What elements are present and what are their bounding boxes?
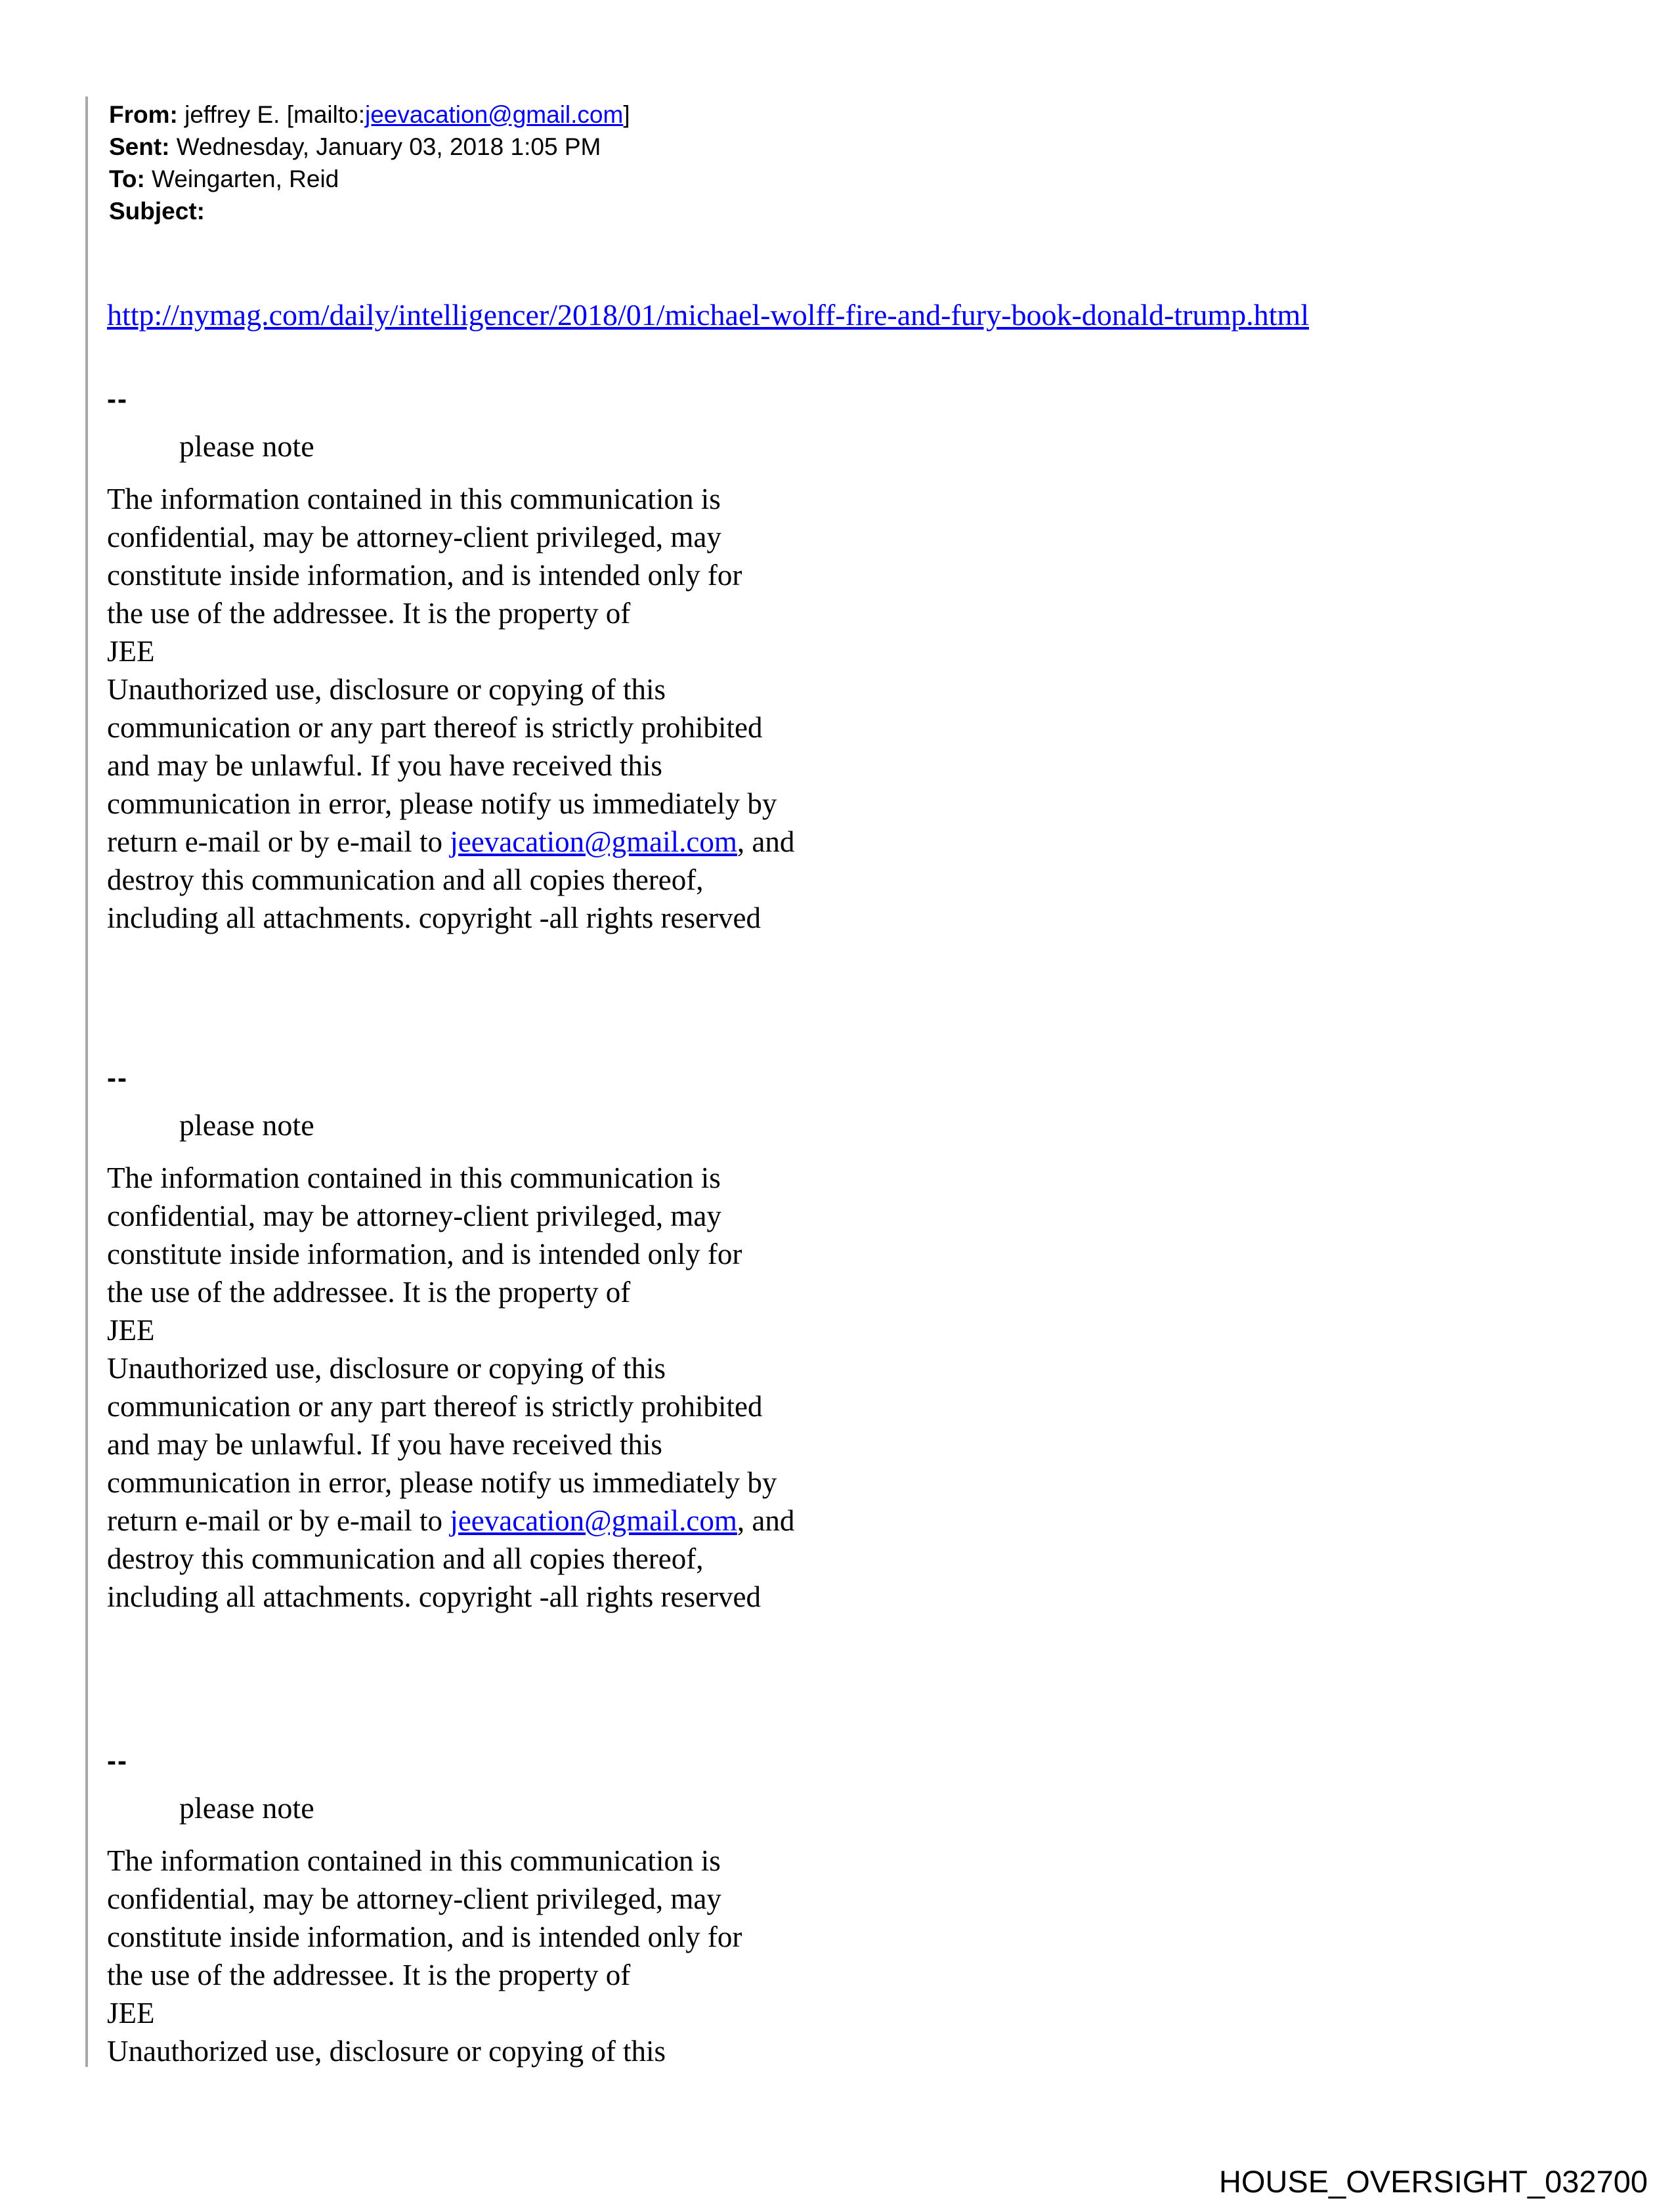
disclaimer-line: confidential, may be attorney-client privileged, may xyxy=(107,521,721,553)
disclaimer-line: Unauthorized use, disclosure or copying of this xyxy=(107,1352,666,1385)
signature-delimiter: -- xyxy=(107,1062,128,1093)
disclaimer-email-line xyxy=(107,1502,1092,1540)
signature-delimiter: -- xyxy=(107,1745,128,1776)
disclaimer-paragraph xyxy=(107,1842,1092,2070)
disclaimer-line: The information contained in this communication is xyxy=(107,1161,721,1194)
article-url-line xyxy=(107,297,1309,334)
disclaimer-line: the use of the addressee. It is the property of xyxy=(107,1959,631,1991)
disclaimer-line: communication or any part thereof is strictly prohibited xyxy=(107,1390,763,1423)
disclaimer-line: communication or any part thereof is strictly prohibited xyxy=(107,711,763,744)
disclaimer-email-link[interactable]: jeevacation@gmail.com xyxy=(450,1504,737,1537)
disclaimer-line: Unauthorized use, disclosure or copying of this xyxy=(107,2035,666,2068)
sent-value: Wednesday, January 03, 2018 1:05 PM xyxy=(169,133,601,160)
disclaimer-paragraph xyxy=(107,480,1092,937)
to-label: To: xyxy=(109,165,145,192)
disclaimer-email-link[interactable]: jeevacation@gmail.com xyxy=(450,825,737,858)
disclaimer-line: the use of the addressee. It is the property of xyxy=(107,597,631,630)
disclaimer-line: JEE xyxy=(107,1997,155,2029)
sent-line xyxy=(109,131,630,163)
please-note-label: please note xyxy=(179,1108,314,1142)
from-line xyxy=(109,98,630,131)
disclaimer-line: JEE xyxy=(107,1314,155,1347)
disclaimer-line: including all attachments. copyright -all rights reserved xyxy=(107,901,761,934)
signature-block-2 xyxy=(107,1063,1092,1616)
signature-block-1 xyxy=(107,384,1092,937)
disclaimer-line-text: return e-mail or by e-mail to xyxy=(107,1504,450,1537)
subject-label: Subject: xyxy=(109,198,205,225)
sent-label: Sent: xyxy=(109,133,170,160)
email-header xyxy=(109,98,630,227)
disclaimer-email-line xyxy=(107,823,1092,861)
disclaimer-line: communication in error, please notify us immediately by xyxy=(107,1466,777,1499)
blockquote-line xyxy=(85,97,88,2067)
disclaimer-line: constitute inside information, and is intended only for xyxy=(107,1920,742,1953)
from-name: jeffrey E. [mailto: xyxy=(177,101,365,128)
disclaimer-line: communication in error, please notify us immediately by xyxy=(107,787,777,820)
disclaimer-line-text: , and xyxy=(737,825,795,858)
disclaimer-line: including all attachments. copyright -all rights reserved xyxy=(107,1580,761,1613)
bates-number: HOUSE_OVERSIGHT_032700 xyxy=(1218,2164,1648,2199)
disclaimer-line: The information contained in this communication is xyxy=(107,483,721,515)
disclaimer-line: constitute inside information, and is intended only for xyxy=(107,559,742,592)
to-value: Weingarten, Reid xyxy=(144,165,339,192)
please-note-label: please note xyxy=(179,1791,314,1825)
to-line xyxy=(109,163,630,195)
please-note-label: please note xyxy=(179,429,314,463)
disclaimer-line-text: , and xyxy=(737,1504,795,1537)
from-close-bracket: ] xyxy=(623,101,630,128)
disclaimer-line: destroy this communication and all copies thereof, xyxy=(107,1542,704,1575)
disclaimer-line: JEE xyxy=(107,635,155,668)
disclaimer-line-text: return e-mail or by e-mail to xyxy=(107,825,450,858)
disclaimer-line: destroy this communication and all copies thereof, xyxy=(107,863,704,896)
article-url-link[interactable]: http://nymag.com/daily/intelligencer/2018/01/michael-wolff-fire-and-fury-book-donald-trump.html xyxy=(107,298,1309,332)
disclaimer-line: Unauthorized use, disclosure or copying of this xyxy=(107,673,666,706)
from-label: From: xyxy=(109,101,178,128)
disclaimer-line: constitute inside information, and is intended only for xyxy=(107,1238,742,1270)
disclaimer-line: confidential, may be attorney-client privileged, may xyxy=(107,1882,721,1915)
from-email-link[interactable]: jeevacation@gmail.com xyxy=(364,101,624,128)
signature-delimiter: -- xyxy=(107,383,128,414)
disclaimer-line: The information contained in this communication is xyxy=(107,1844,721,1877)
disclaimer-line: and may be unlawful. If you have received this xyxy=(107,1428,662,1461)
signature-block-3 xyxy=(107,1746,1092,2070)
disclaimer-line: the use of the addressee. It is the property of xyxy=(107,1276,631,1309)
subject-line xyxy=(109,195,630,227)
disclaimer-paragraph xyxy=(107,1159,1092,1616)
disclaimer-line: confidential, may be attorney-client privileged, may xyxy=(107,1200,721,1232)
disclaimer-line: and may be unlawful. If you have received this xyxy=(107,749,662,782)
